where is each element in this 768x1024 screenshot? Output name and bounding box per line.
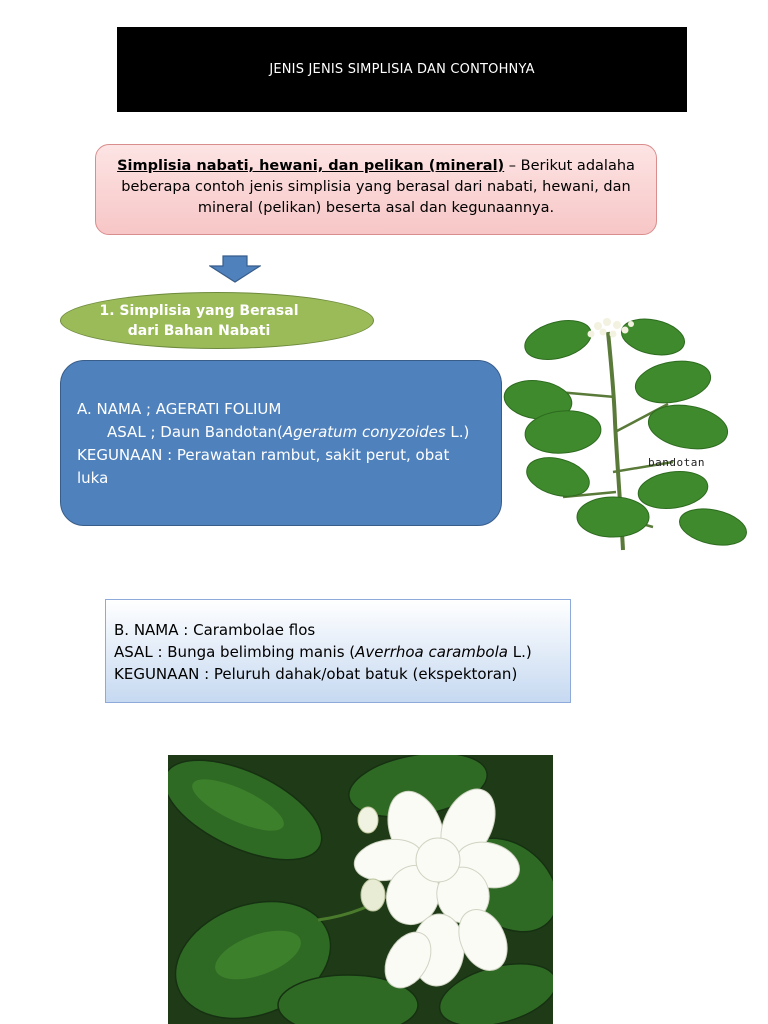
bandotan-plant-image	[503, 312, 761, 560]
intro-heading: Simplisia nabati, hewani, dan pelikan (mineral)	[117, 158, 505, 174]
page-title-text: JENIS JENIS SIMPLISIA DAN CONTOHNYA	[269, 62, 535, 77]
entry-b-asal-prefix: ASAL : Bunga belimbing manis (	[114, 643, 356, 661]
flower-photo	[168, 755, 553, 1024]
down-arrow-icon	[209, 255, 261, 283]
entry-b-name: B. NAMA : Carambolae flos	[114, 621, 316, 639]
entry-b-asal-suffix: L.)	[507, 643, 532, 661]
section-heading	[60, 292, 374, 349]
entry-a-box	[60, 360, 502, 526]
plant-image-label: bandotan	[648, 456, 705, 469]
section-heading-line1: 1. Simplisia yang Berasal	[99, 302, 299, 319]
intro-box	[95, 144, 657, 235]
entry-b-kegunaan: KEGUNAAN : Peluruh dahak/obat batuk (ekspektoran)	[114, 665, 518, 683]
page-title	[117, 27, 687, 112]
entry-a-asal-prefix: ASAL ; Daun Bandotan(	[107, 423, 283, 441]
entry-b-asal	[114, 641, 570, 663]
entry-b-asal-latin: Averrhoa carambola	[355, 643, 508, 661]
section-heading-line2: dari Bahan Nabati	[127, 322, 271, 339]
entry-a-asal-suffix: L.)	[445, 423, 470, 441]
entry-b-box	[105, 599, 571, 703]
intro-text: – Berikut adalaha beberapa contoh jenis simplisia yang berasal dari nabati, hewani, dan mineral (pelikan) beserta asal dan kegunaannya.	[121, 158, 635, 216]
entry-a-kegunaan: KEGUNAAN : Perawatan rambut, sakit perut, obat luka	[77, 446, 450, 487]
entry-a-name: A. NAMA ; AGERATI FOLIUM	[77, 400, 282, 418]
entry-a-asal-latin: Ageratum conyzoides	[282, 423, 446, 441]
entry-a-asal	[77, 421, 485, 444]
